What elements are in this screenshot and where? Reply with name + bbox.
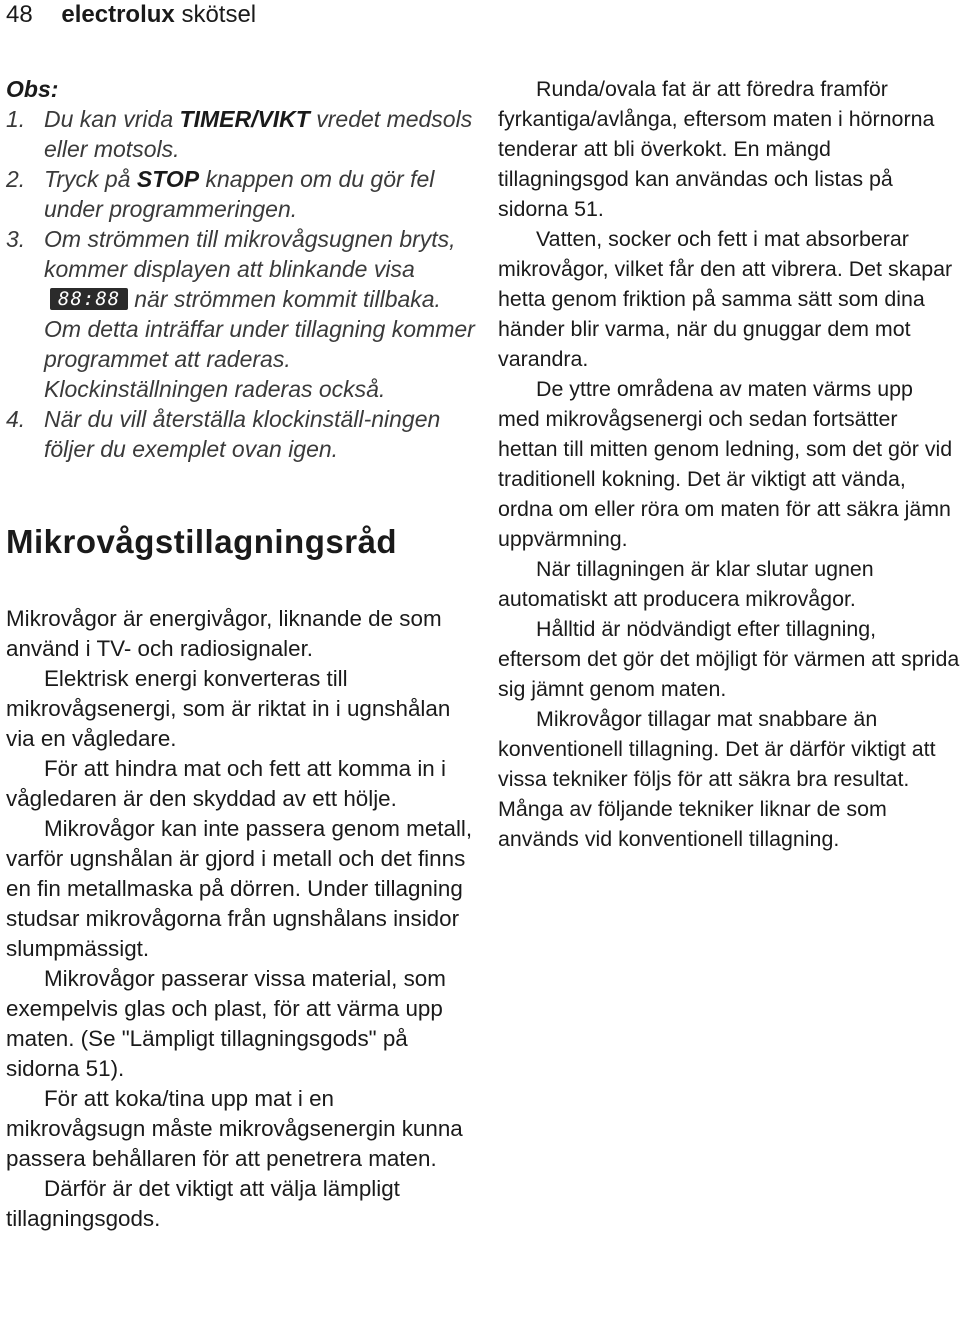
body-paragraph: Därför är det viktigt att välja lämpligt tillagningsgods. xyxy=(6,1176,400,1231)
body-paragraph: För att koka/tina upp mat i en mikrovågsugn måste mikrovågsenergin kunna passera behållaren för att penetrera maten. xyxy=(6,1086,463,1171)
note-text: När du vill återställa klockinställ-ningen följer du exemplet ovan igen. xyxy=(44,406,441,462)
brand-name: electrolux xyxy=(61,1,175,28)
body-paragraph: Runda/ovala fat är att föredra framför fyrkantiga/avlånga, eftersom maten i hörnorna tenderar att bli överkokt. En mängd tillagningsgod kan användas och listas på sidorna 51. xyxy=(498,77,935,221)
note-item xyxy=(6,164,476,224)
note-text: knappen om du gör fel under programmeringen. xyxy=(44,166,435,222)
body-paragraph: För att hindra mat och fett att komma in i vågledaren är den skyddad av ett hölje. xyxy=(6,756,446,811)
body-paragraph: Mikrovågor tillagar mat snabbare än konventionell tillagning. Det är därför viktigt att vissa tekniker följs för att säkra bra resultat. Många av följande tekniker liknar de som används vid konventionell tillagning. xyxy=(498,707,936,851)
note-item xyxy=(6,224,476,404)
right-column xyxy=(498,74,960,854)
body-paragraph: Mikrovågor är energivågor, liknande de som använd i TV- och radiosignaler. xyxy=(6,606,442,661)
body-paragraph: De yttre områdena av maten värms upp med mikrovågsenergi och sedan fortsätter hettan till mitten genom ledning, som det gör vid traditionell kokning. Det är viktigt att vända, ordna om eller röra om maten för att säkra jämn uppvärmning. xyxy=(498,377,953,551)
header-section: skötsel xyxy=(181,1,257,28)
note-text: vredet medsols eller motsols. xyxy=(44,106,473,162)
note-text: Tryck på xyxy=(44,166,137,192)
obs-title: Obs: xyxy=(6,76,59,102)
body-paragraph: Mikrovågor passerar vissa material, som exempelvis glas och plast, för att värma upp maten. (Se "Lämpligt tillagningsgods" på sidorna 51). xyxy=(6,966,446,1081)
display-readout-icon: 88:88 xyxy=(50,288,128,310)
body-paragraph: Hålltid är nödvändigt efter tillagning, eftersom det gör det möjligt för värmen att sprida sig jämnt genom maten. xyxy=(498,617,960,701)
page-number: 48 xyxy=(6,1,33,28)
note-item xyxy=(6,104,476,164)
body-paragraph: Mikrovågor kan inte passera genom metall, varför ugnshålan är gjord i metall och det finns en fin metallmaska på dörren. Under tillagning studsar mikrovågorna från ugnshålans insidor slumpmässigt. xyxy=(6,816,473,961)
note-number: 4. xyxy=(6,406,26,432)
note-text: Du kan vrida xyxy=(44,106,180,132)
note-emphasis: STOP xyxy=(136,166,200,192)
body-paragraph: Elektrisk energi konverteras till mikrovågsenergi, som är riktat in i ugnshålan via en vågledare. xyxy=(6,666,451,751)
note-emphasis: TIMER/VIKT xyxy=(179,106,310,132)
left-column xyxy=(6,74,476,1234)
body-paragraph: Vatten, socker och fett i mat absorberar mikrovågor, vilket får den att vibrera. Det skapar hetta genom friktion på samma sätt som dina händer blir varma, när du gnuggar dem mot varandra. xyxy=(498,227,953,371)
note-number: 1. xyxy=(6,106,26,132)
note-text: Om strömmen till mikrovågsugnen bryts, kommer displayen att blinkande visa xyxy=(44,226,456,282)
note-number: 3. xyxy=(6,226,26,252)
notes-list xyxy=(6,104,476,464)
page-header xyxy=(6,0,256,32)
note-number: 2. xyxy=(6,166,26,192)
body-paragraph: När tillagningen är klar slutar ugnen automatiskt att producera mikrovågor. xyxy=(498,557,874,611)
note-text: när strömmen kommit tillbaka. Om detta inträffar under tillagning kommer programmet att raderas. Klockinställningen raderas också. xyxy=(44,286,475,402)
note-item xyxy=(6,404,476,464)
section-title: Mikrovågstillagningsråd xyxy=(6,523,398,560)
